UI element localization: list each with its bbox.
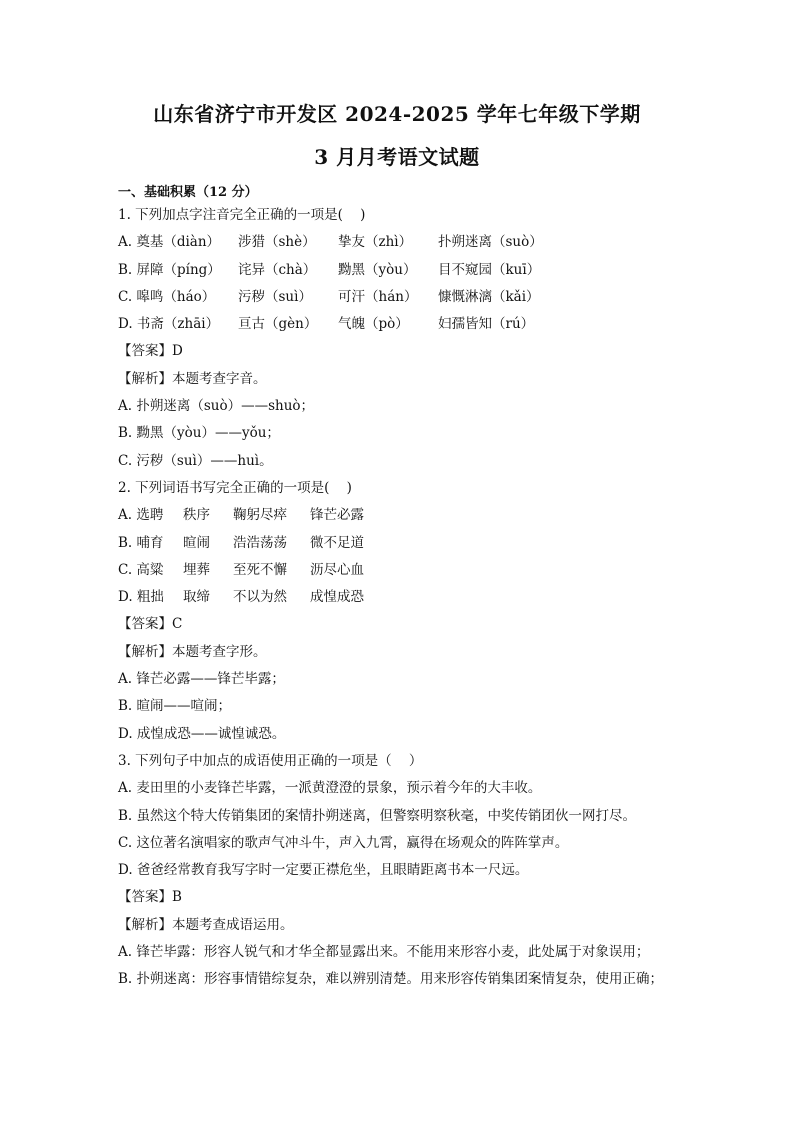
q3-stem: 3. 下列句子中加点的成语使用正确的一项是（ ）: [118, 752, 423, 769]
q2-analysis-4: D. 成惶成恐——诚惶诚恐。: [118, 725, 286, 742]
q1-option-d-2: 亘古（gèn）: [238, 316, 318, 333]
q1-option-c-1: C. 嗥鸣（háo）: [118, 288, 216, 305]
q2-option-a: [118, 502, 678, 529]
q1-option-a: [118, 229, 678, 256]
q1-option-a-3: 挚友（zhì）: [338, 234, 413, 251]
q1-option-c-3: 可汗（hán）: [338, 288, 418, 305]
question-content: [118, 202, 678, 994]
q3-analysis-2: A. 锋芒毕露：形容人锐气和才华全都显露出来。不能用来形容小麦，此处属于对象误用；: [118, 944, 650, 961]
q3-option-b: B. 虽然这个特大传销集团的案情扑朔迷离，但警察明察秋毫，中奖传销团伙一网打尽。: [118, 807, 637, 824]
q1-analysis-4: C. 污秽（suì）——huì。: [118, 452, 273, 469]
q3-option-c: C. 这位著名演唱家的歌声气冲斗牛，声入九霄，赢得在场观众的阵阵掌声。: [118, 834, 569, 851]
q2-option-b-2: 暄闹: [183, 534, 210, 551]
q2-option-c-3: 至死不懈: [233, 561, 287, 578]
document-title-line2: 3 月月考语文试题: [314, 145, 480, 169]
q1-analysis-1: 【解析】本题考查字音。: [118, 370, 267, 387]
q1-option-c: [118, 284, 678, 311]
q1-option-b-4: 目不窥园（kuī）: [438, 261, 541, 278]
q1-analysis-3: B. 黝黑（yòu）——yǒu；: [118, 425, 280, 442]
q2-option-a-1: A. 选聘: [118, 507, 164, 524]
q2-option-b-3: 浩浩荡荡: [233, 534, 287, 551]
q1-answer: 【答案】D: [118, 343, 183, 360]
q2-answer: 【答案】C: [118, 616, 183, 633]
q1-option-a-2: 涉猎（shè）: [238, 234, 316, 251]
q2-stem: 2. 下列词语书写完全正确的一项是( ): [118, 479, 352, 496]
q3-option-a: A. 麦田里的小麦锋芒毕露，一派黄澄澄的景象，预示着今年的大丰收。: [118, 780, 542, 797]
q1-option-d-3: 气魄（pò）: [338, 316, 409, 333]
q1-option-b-3: 黝黑（yòu）: [338, 261, 417, 278]
q1-stem: 1. 下列加点字注音完全正确的一项是( ): [118, 207, 366, 223]
q1-option-d-4: 妇孺皆知（rú）: [438, 316, 535, 333]
q2-option-d-3: 不以为然: [233, 589, 287, 606]
q1-option-b-2: 诧异（chà）: [238, 261, 317, 278]
q1-option-a-1: A. 奠基（diàn）: [118, 234, 221, 251]
q2-option-b-4: 微不足道: [310, 534, 364, 551]
q1-option-b: [118, 257, 678, 284]
q1-option-d: [118, 311, 678, 338]
document-title-line1: 山东省济宁市开发区 2024-2025 学年七年级下学期: [153, 102, 641, 126]
q2-option-b-1: B. 哺育: [118, 534, 164, 551]
q1-option-c-2: 污秽（suì）: [238, 288, 312, 305]
q2-option-c-4: 沥尽心血: [310, 561, 364, 578]
q1-option-d-1: D. 书斋（zhāi）: [118, 316, 220, 333]
q2-option-a-4: 锋芒必露: [310, 507, 364, 524]
q3-option-d: D. 爸爸经常教育我写字时一定要正襟危坐，且眼睛距离书本一尺远。: [118, 862, 529, 879]
q2-option-d-4: 成惶成恐: [310, 589, 364, 606]
q1-option-c-4: 慷慨淋漓（kǎi）: [438, 288, 540, 305]
q1-analysis-2: A. 扑朔迷离（suò）——shuò；: [118, 398, 315, 415]
q3-analysis-3: B. 扑朔迷离：形容事情错综复杂，难以辨别清楚。用来形容传销集团案情复杂，使用正确；: [118, 971, 664, 988]
q3-answer: 【答案】B: [118, 889, 182, 906]
q1-option-a-4: 扑朔迷离（suò）: [438, 234, 543, 251]
q2-option-d-1: D. 粗拙: [118, 589, 164, 606]
q1-option-b-1: B. 屏障（píng）: [118, 261, 221, 278]
q3-analysis-1: 【解析】本题考查成语运用。: [118, 916, 294, 933]
q2-option-c-1: C. 高粱: [118, 561, 164, 578]
q2-analysis-3: B. 暄闹——喧闹；: [118, 698, 232, 715]
q2-option-d: [118, 584, 678, 611]
q2-option-d-2: 取缔: [183, 589, 210, 606]
q2-analysis-2: A. 锋芒必露——锋芒毕露；: [118, 671, 285, 688]
q2-option-b: [118, 530, 678, 557]
q2-option-c-2: 埋葬: [183, 561, 210, 578]
q2-option-a-2: 秩序: [183, 507, 210, 524]
q2-option-c: [118, 557, 678, 584]
q2-analysis-1: 【解析】本题考查字形。: [118, 643, 267, 660]
q2-option-a-3: 鞠躬尽瘁: [233, 507, 287, 524]
section-heading: 一、基础积累（12 分）: [118, 185, 258, 200]
